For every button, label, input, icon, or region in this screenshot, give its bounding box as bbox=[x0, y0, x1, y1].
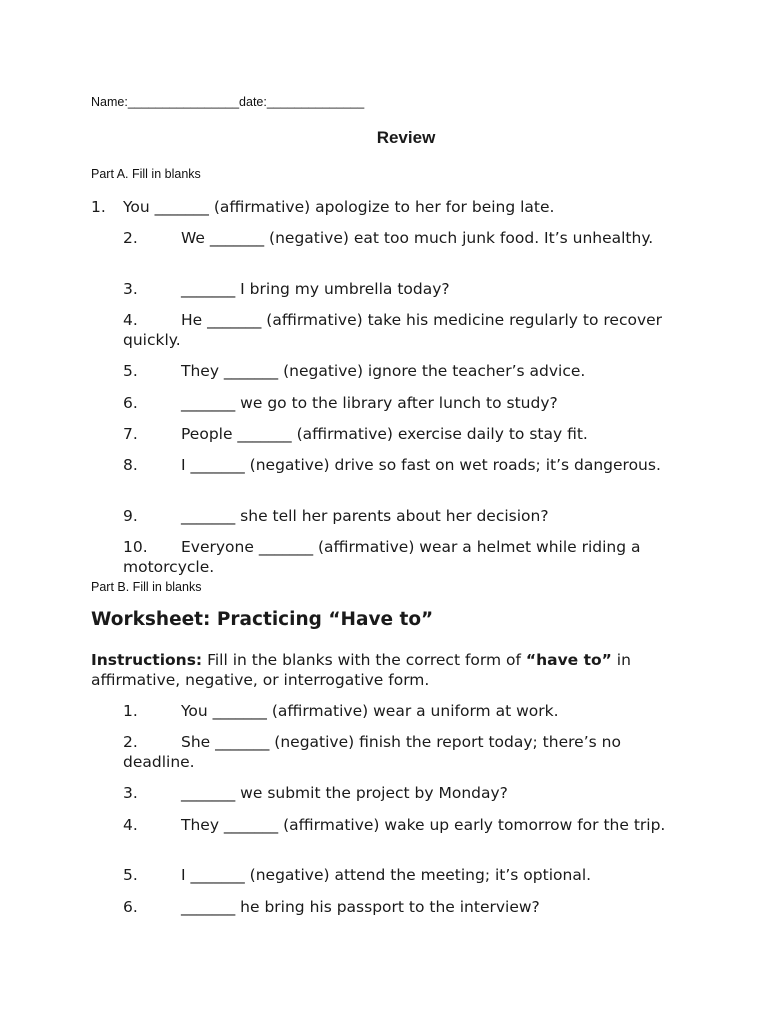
question-text: They _______ (negative) ignore the teacher’s advice. bbox=[181, 362, 586, 380]
question-number: 10. bbox=[123, 538, 148, 556]
question-b-5 bbox=[123, 866, 693, 886]
name-date-line: Name:________________date:______________ bbox=[91, 95, 365, 109]
question-text: They _______ (affirmative) wake up early tomorrow for the trip. bbox=[181, 816, 666, 834]
question-b-3 bbox=[123, 784, 693, 804]
question-b-1 bbox=[123, 702, 693, 722]
question-a-7 bbox=[123, 425, 693, 445]
question-text: _______ we go to the library after lunch to study? bbox=[181, 394, 558, 412]
question-a-6 bbox=[123, 394, 693, 414]
question-text: People _______ (affirmative) exercise daily to stay fit. bbox=[181, 425, 588, 443]
question-a-8 bbox=[123, 456, 693, 476]
question-number: 1. bbox=[123, 702, 138, 720]
question-text: Everyone _______ (affirmative) wear a helmet while riding a motorcycle. bbox=[123, 538, 641, 576]
worksheet-title: Worksheet: Practicing “Have to” bbox=[91, 609, 434, 630]
question-number: 7. bbox=[123, 425, 138, 443]
question-number: 4. bbox=[123, 816, 138, 834]
question-text: _______ I bring my umbrella today? bbox=[181, 280, 450, 298]
question-a-9 bbox=[123, 507, 693, 527]
question-number: 8. bbox=[123, 456, 138, 474]
question-number: 5. bbox=[123, 362, 138, 380]
question-a-3 bbox=[123, 280, 693, 300]
question-a-1 bbox=[91, 198, 554, 218]
instructions-label: Instructions: bbox=[91, 651, 203, 669]
question-b-2 bbox=[123, 733, 693, 772]
question-text: I _______ (negative) attend the meeting; it’s optional. bbox=[181, 866, 592, 884]
question-text: You _______ (affirmative) apologize to her for being late. bbox=[123, 198, 555, 216]
question-text: _______ she tell her parents about her decision? bbox=[181, 507, 549, 525]
question-number: 9. bbox=[123, 507, 138, 525]
question-number: 5. bbox=[123, 866, 138, 884]
question-number: 4. bbox=[123, 311, 138, 329]
question-a-10 bbox=[123, 538, 693, 577]
question-a-2 bbox=[123, 229, 693, 249]
page-title: Review bbox=[376, 128, 436, 147]
question-text: He _______ (affirmative) take his medicine regularly to recover quickly. bbox=[123, 311, 663, 349]
question-b-6 bbox=[123, 898, 693, 918]
question-text: I _______ (negative) drive so fast on wet roads; it’s dangerous. bbox=[181, 456, 661, 474]
question-number: 2. bbox=[123, 733, 138, 751]
instructions bbox=[91, 651, 691, 690]
part-b-heading: Part B. Fill in blanks bbox=[91, 580, 202, 594]
instructions-text-end: in affirmative, negative, or interrogative form. bbox=[91, 651, 631, 689]
question-number: 1. bbox=[91, 198, 106, 216]
instructions-text: Fill in the blanks with the correct form of bbox=[202, 651, 526, 669]
question-number: 3. bbox=[123, 280, 138, 298]
question-number: 6. bbox=[123, 898, 138, 916]
question-text: _______ he bring his passport to the interview? bbox=[181, 898, 540, 916]
question-text: You _______ (affirmative) wear a uniform at work. bbox=[181, 702, 559, 720]
question-a-5 bbox=[123, 362, 693, 382]
question-a-4 bbox=[123, 311, 693, 350]
part-a-heading: Part A. Fill in blanks bbox=[91, 167, 201, 181]
question-number: 3. bbox=[123, 784, 138, 802]
question-b-4 bbox=[123, 816, 693, 836]
question-text: _______ we submit the project by Monday? bbox=[181, 784, 508, 802]
question-text: We _______ (negative) eat too much junk food. It’s unhealthy. bbox=[181, 229, 654, 247]
instructions-bold: “have to” bbox=[525, 651, 612, 669]
question-number: 2. bbox=[123, 229, 138, 247]
question-text: She _______ (negative) finish the report today; there’s no deadline. bbox=[123, 733, 621, 771]
question-number: 6. bbox=[123, 394, 138, 412]
